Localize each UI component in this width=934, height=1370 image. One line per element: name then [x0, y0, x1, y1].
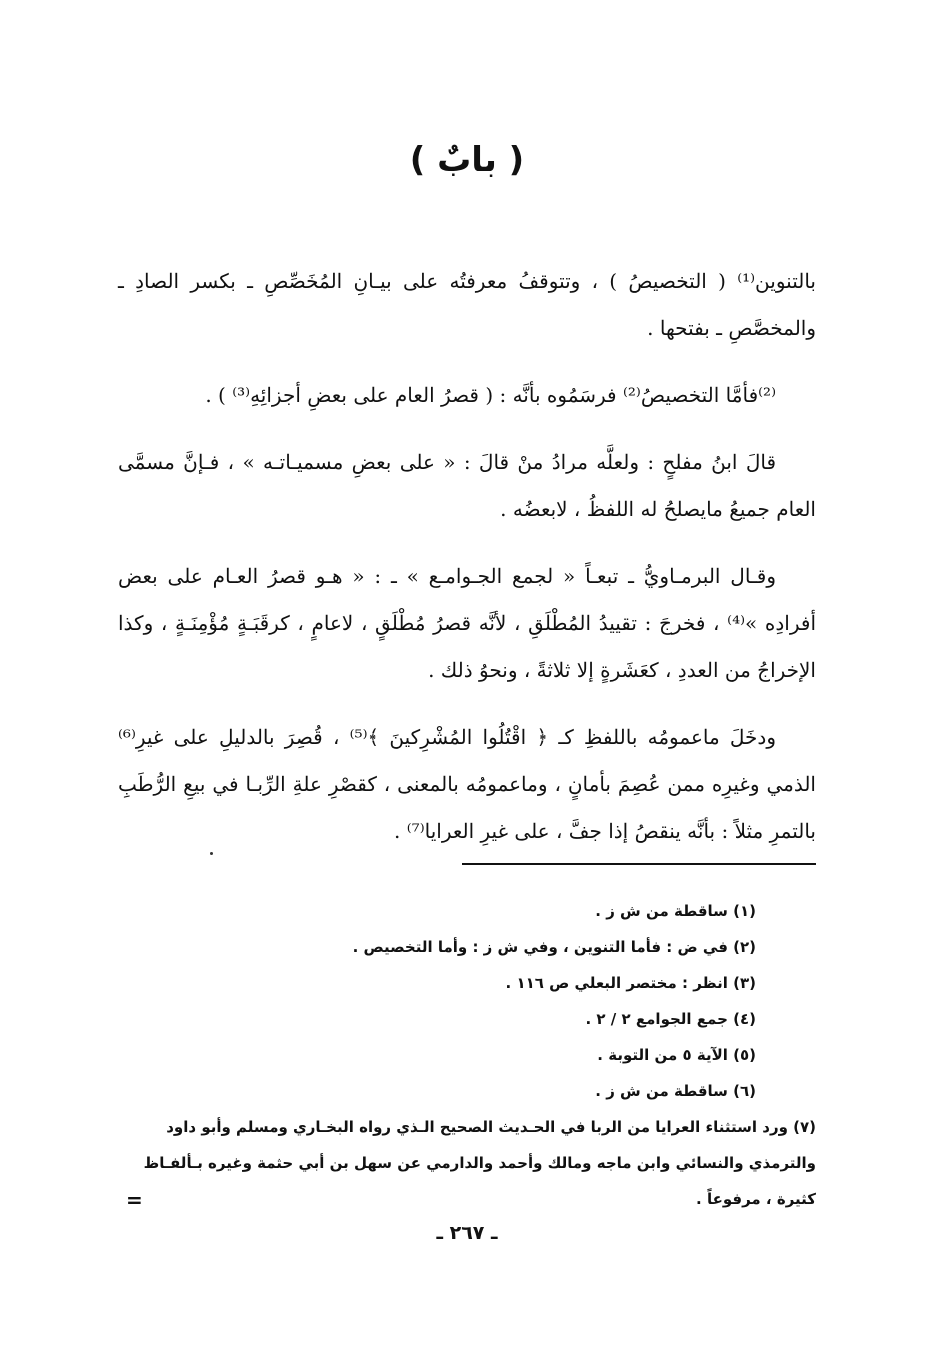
continuation-mark: = — [126, 1188, 143, 1212]
footnote-4: (٤) جمع الجوامع ٢ / ٢ . — [585, 1010, 756, 1028]
ink-speck — [210, 852, 213, 855]
paragraph-2: ⁽²⁾فأمَّا التخصيصُ⁽²⁾ فرسَمُوه بأنَّه : ( قصرُ العام على بعضِ أجزائِهِ⁽³⁾ ) . — [205, 383, 776, 407]
paragraph-4: وقـال البرمـاويُّ ـ تبعـاً « لجمع الجـوامـع » ـ : « هـو قصرُ العـام على بعض أفرادِه »⁽⁴⁾ ، فخرجَ : تقييدُ المُطْلَقِ ، لأنَّه قصرُ مُطْلَقٍ ، لاعامٍ ، كرقَبَـةٍ مُؤْمِنَـةٍ ، وكذا الإخراجُ من العددِ ، كعَشَرةٍ إلا ثلاثةً ، ونحوُ ذلك . — [118, 564, 816, 682]
footnote-5: (٥) الآية ٥ من التوبة . — [597, 1046, 756, 1064]
paragraph-5: ودخَلَ ماعمومُه باللفظِ كـ ﴿ اقْتُلُوا المُشْرِكينَ ﴾⁽⁵⁾ ، قُصِرَ بالدليلِ على غيرِ⁽⁶⁾ الذمي وغيرِه ممن عُصِمَ بأمانٍ ، وماعمومُه بالمعنى ، كقصْرِ علةِ الرِّبـا في بيعِ الرُّطَبِ بالتمرِ مثلاً : بأنَّه ينقصُ إذا جفَّ ، على غيرِ العرايا⁽⁷⁾ . — [118, 725, 816, 843]
footnote-6: (٦) ساقطة من ش ز . — [595, 1082, 756, 1100]
footnotes — [118, 893, 816, 1217]
footnote-1: (١) ساقطة من ش ز . — [595, 902, 756, 920]
footnote-3: (٣) انظر : مختصر البعلي ص ١١٦ . — [505, 974, 756, 992]
paragraph-1: بالتنوين⁽¹⁾ ( التخصيصُ ) ، وتتوقفُ معرفتُه على بيـانِ المُخَصِّصِ ـ بكسر الصادِ ـ والمخصَّصِ ـ بفتحها . — [118, 269, 816, 340]
paragraph-3: قالَ ابنُ مفلحٍ : ولعلَّه مرادُ منْ قالَ : « على بعضِ مسميـاتـه » ، فـإنَّ مسمَّى العام جميعُ مايصلحُ له اللفظُ ، لابعضُه . — [118, 450, 816, 521]
footnote-7: (٧) ورد استثناء العرايا من الربا في الحـديث الصحيح الـذي رواه البخـاري ومسلم وأبو داود والترمذي والنسائي وابن ماجه ومالك وأحمد والدارمي عن سهل بن أبي حثمة وغيره بـألفـاظ كثيرة ، مرفوعاً . — [143, 1118, 816, 1208]
chapter-heading: ( بابٌ ) — [409, 140, 525, 180]
footnote-2: (٢) في ض : فأما التنوين ، وفي ش ز : وأما التخصيص . — [352, 938, 756, 956]
page-number: ـ ٢٦٧ ـ — [436, 1222, 498, 1244]
footnote-separator — [462, 863, 816, 865]
main-text — [118, 258, 816, 875]
